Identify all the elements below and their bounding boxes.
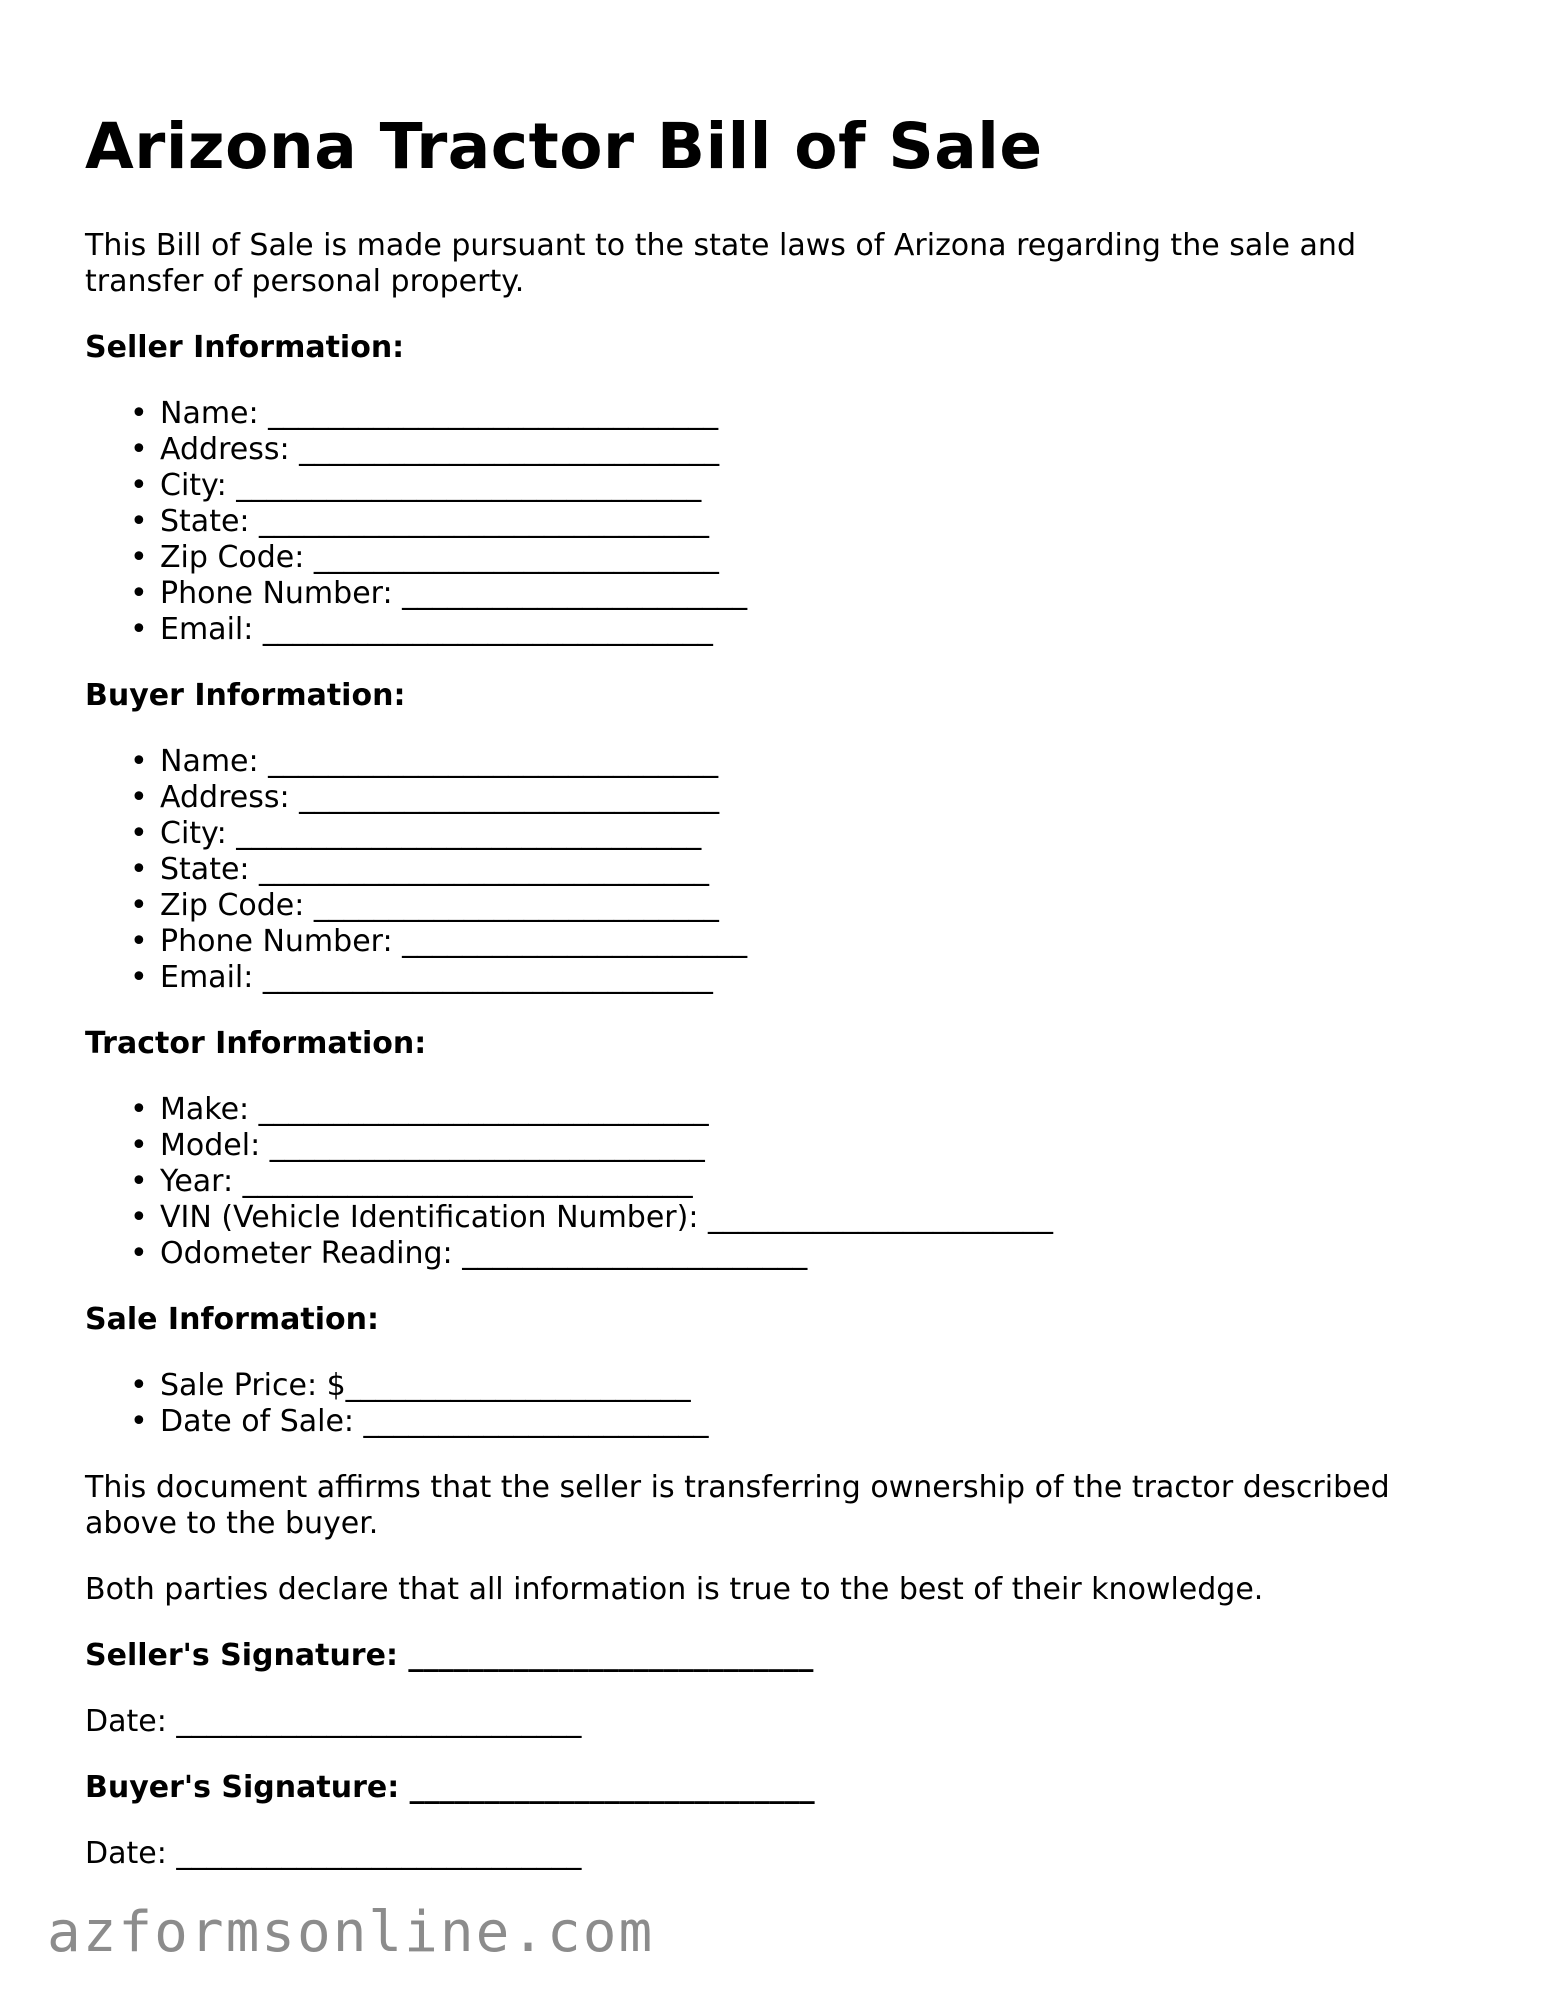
seller-address-field: • Address: ____________________________: [130, 432, 720, 467]
declaration-paragraph: Both parties declare that all information is true to the best of their knowledge.: [85, 1572, 1264, 1607]
seller-state-field: • State: ______________________________: [130, 504, 710, 539]
intro-paragraph: This Bill of Sale is made pursuant to the state laws of Arizona regarding the sale and transfer of personal property.: [85, 228, 1356, 299]
buyer-field-list: [85, 744, 1485, 996]
document-page: [85, 100, 1485, 1872]
buyer-email-field: • Email: ______________________________: [130, 960, 713, 995]
seller-name-field: • Name: ______________________________: [130, 396, 719, 431]
seller-section-heading: Seller Information:: [85, 330, 405, 365]
seller-zip-field: • Zip Code: ___________________________: [130, 540, 719, 575]
buyer-state-field: • State: ______________________________: [130, 852, 710, 887]
site-watermark: azformsonline.com: [47, 1900, 655, 1965]
buyer-city-field: • City: _______________________________: [130, 816, 702, 851]
document-title: Arizona Tractor Bill of Sale: [85, 110, 1043, 183]
tractor-model-field: • Model: _____________________________: [130, 1128, 705, 1163]
buyer-name-field: • Name: ______________________________: [130, 744, 719, 779]
seller-signature-line: Seller's Signature: ___________________________: [85, 1638, 814, 1673]
buyer-phone-field: • Phone Number: _______________________: [130, 924, 748, 959]
tractor-odometer-field: • Odometer Reading: _______________________: [130, 1236, 808, 1271]
seller-city-field: • City: _______________________________: [130, 468, 702, 503]
buyer-section-heading: Buyer Information:: [85, 678, 406, 713]
seller-field-list: [85, 396, 1485, 648]
buyer-date-line: Date: ___________________________: [85, 1836, 582, 1871]
tractor-field-list: [85, 1092, 1485, 1272]
seller-date-line: Date: ___________________________: [85, 1704, 582, 1739]
tractor-section-heading: Tractor Information:: [85, 1026, 427, 1061]
sale-price-field: • Sale Price: $_______________________: [130, 1368, 691, 1403]
tractor-vin-field: • VIN (Vehicle Identification Number): _______________________: [130, 1200, 1053, 1235]
buyer-signature-line: Buyer's Signature: ___________________________: [85, 1770, 815, 1805]
seller-phone-field: • Phone Number: _______________________: [130, 576, 748, 611]
sale-field-list: [85, 1368, 1485, 1440]
tractor-year-field: • Year: ______________________________: [130, 1164, 693, 1199]
buyer-zip-field: • Zip Code: ___________________________: [130, 888, 719, 923]
tractor-make-field: • Make: ______________________________: [130, 1092, 709, 1127]
sale-date-field: • Date of Sale: _______________________: [130, 1404, 709, 1439]
sale-section-heading: Sale Information:: [85, 1302, 379, 1337]
seller-email-field: • Email: ______________________________: [130, 612, 713, 647]
affirmation-paragraph: This document affirms that the seller is transferring ownership of the tractor described above to the buyer.: [85, 1470, 1390, 1541]
buyer-address-field: • Address: ____________________________: [130, 780, 720, 815]
